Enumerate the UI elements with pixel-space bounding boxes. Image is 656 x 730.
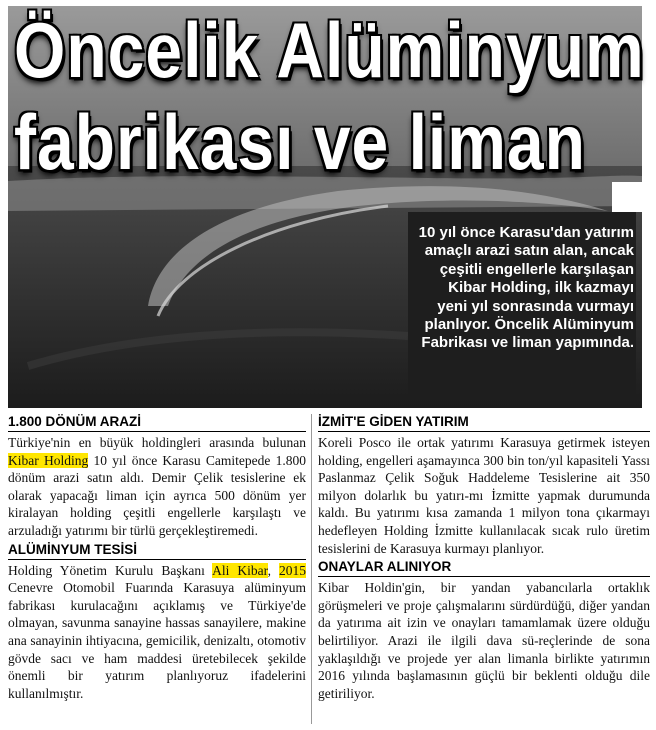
- body-text: Türkiye'nin en büyük holdingleri arasında bulunan: [8, 435, 306, 450]
- section-body-aluminyum: [8, 562, 306, 703]
- section-body-onaylar: Kibar Holdin'gin, bir yandan yabancılarla ortaklık görüşmeleri ve proje çalışmalarını sürdürdüğü, diğer yandan da yatırıma ait izin ve onayları tamamlamak üzere olduğu belirtiliyor. Arazi ile ilgili dava sü-reçlerinde de sona yaklaşıldığı ve projede yer alan limanla birlikte yatırımın 2016 yılında başlamasının güçlü bir beklenti olduğu dile getiriliyor.: [318, 580, 650, 701]
- caption-text: 10 yıl önce Karasu'dan yatırım amaçlı arazi satın alan, ancak çeşitli engellerle karşılaşan Kibar Holding, ilk kazmayı yeni yıl sonrasında vurmayı planlıyor. Öncelik Alüminyum Fabrikası ve liman yapımında.: [418, 224, 634, 352]
- left-column: [8, 414, 306, 702]
- section-body-izmit: Koreli Posco ile ortak yatırımı Karasuya getirmek isteyen holding, engelleri aşamayınca 300 bin ton/yıl kapasiteli Yassı Paslanmaz Çelik Soğuk Haddeleme Tesislerine ait 350 milyon dolarlık bu yatırı-mı İzmitte yapmak durumunda kaldı. Bu yatırımı kısa zamanda 1 milyon tona çıkarmayı hedefleyen Holding İzmitte kullanılacak sıcak rulo üretim tesislerini de Karasuya kurmayı planlıyor.: [318, 435, 650, 556]
- section-title-onaylar: ONAYLAR ALINIYOR: [318, 559, 650, 577]
- right-column: [318, 414, 650, 702]
- column-divider: [311, 414, 312, 724]
- section-title-arazi: 1.800 DÖNÜM ARAZİ: [8, 414, 306, 432]
- body-text: ,: [267, 562, 279, 578]
- headline-line-1: Öncelik Alüminyum: [14, 6, 645, 94]
- body-text: 10 yıl önce Karasu Camitepede 1.800 dönüm arazi satın aldı. Demir Çelik tesislerine ek olarak yapacağı liman için ayrıca 500 dönüm yer kiralayan holding çeşitli engellerle karşılaştı ve arzuladığı yatırımı bir türlü gerçekleştiremedi.: [8, 452, 306, 538]
- headline: [14, 4, 644, 188]
- highlight-ali-kibar: Ali Kibar: [212, 562, 268, 578]
- headline-line-2: fabrikası ve liman: [14, 98, 586, 186]
- highlight-2015: 2015: [279, 562, 306, 578]
- body-text: Cenevre Otomobil Fuarında Karasuya alüminyum fabrikası kurulacağını açıklamış ve Türkiye'de olmayan, savunma sanayine hassas sanayilere, makine ana sanayinin ihtiyacına, gemicilik, denizaltı, otomotiv gövde sacı ve ham maddesi üretebilecek şekilde önemli bir yatırım planlıyoruz ifadelerini kullanılmıştır.: [8, 580, 306, 701]
- body-text: Holding Yönetim Kurulu Başkanı: [8, 562, 213, 578]
- section-title-aluminyum: ALÜMİNYUM TESİSİ: [8, 542, 306, 560]
- caption-notch: [612, 182, 656, 212]
- section-body-arazi: [8, 434, 306, 540]
- highlight-kibar-holding: Kibar Holding: [8, 452, 89, 468]
- section-title-izmit: İZMİT'E GİDEN YATIRIM: [318, 414, 650, 432]
